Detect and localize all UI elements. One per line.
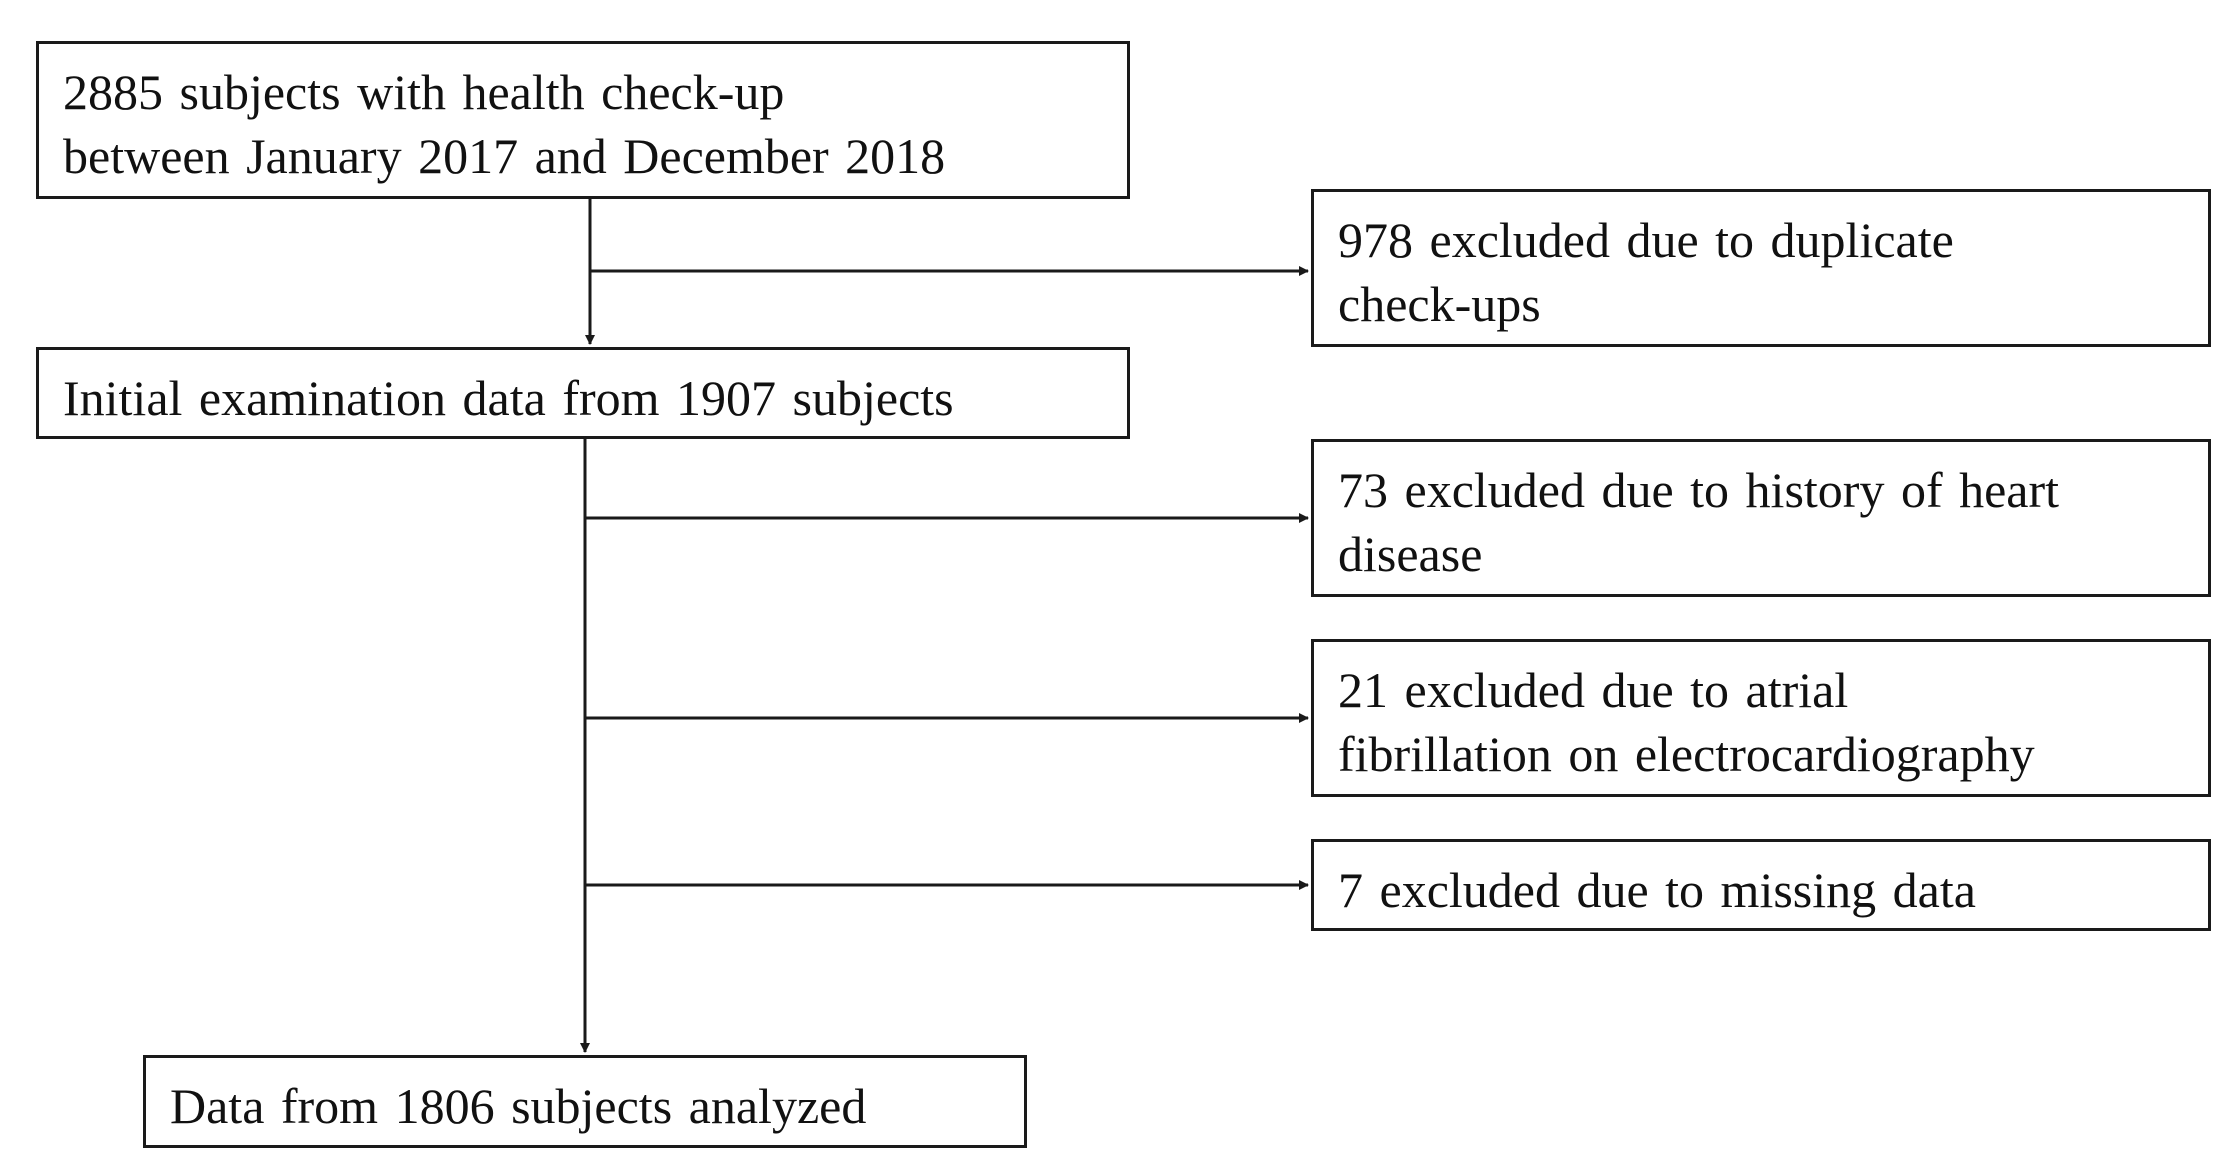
box-exclusion-missing-data: 7 excluded due to missing data [1311,839,2211,931]
box-analyzed-subjects: Data from 1806 subjects analyzed [143,1055,1027,1148]
box-exclusion-heart-disease: 73 excluded due to history of heart disease [1311,439,2211,597]
box-exclusion-atrial-fibrillation: 21 excluded due to atrial fibrillation on electrocardiography [1311,639,2211,797]
box-exclusion-duplicate-checkups: 978 excluded due to duplicate check-ups [1311,189,2211,347]
box-all-subjects: 2885 subjects with health check-up between January 2017 and December 2018 [36,41,1130,199]
box-initial-examination: Initial examination data from 1907 subjects [36,347,1130,439]
